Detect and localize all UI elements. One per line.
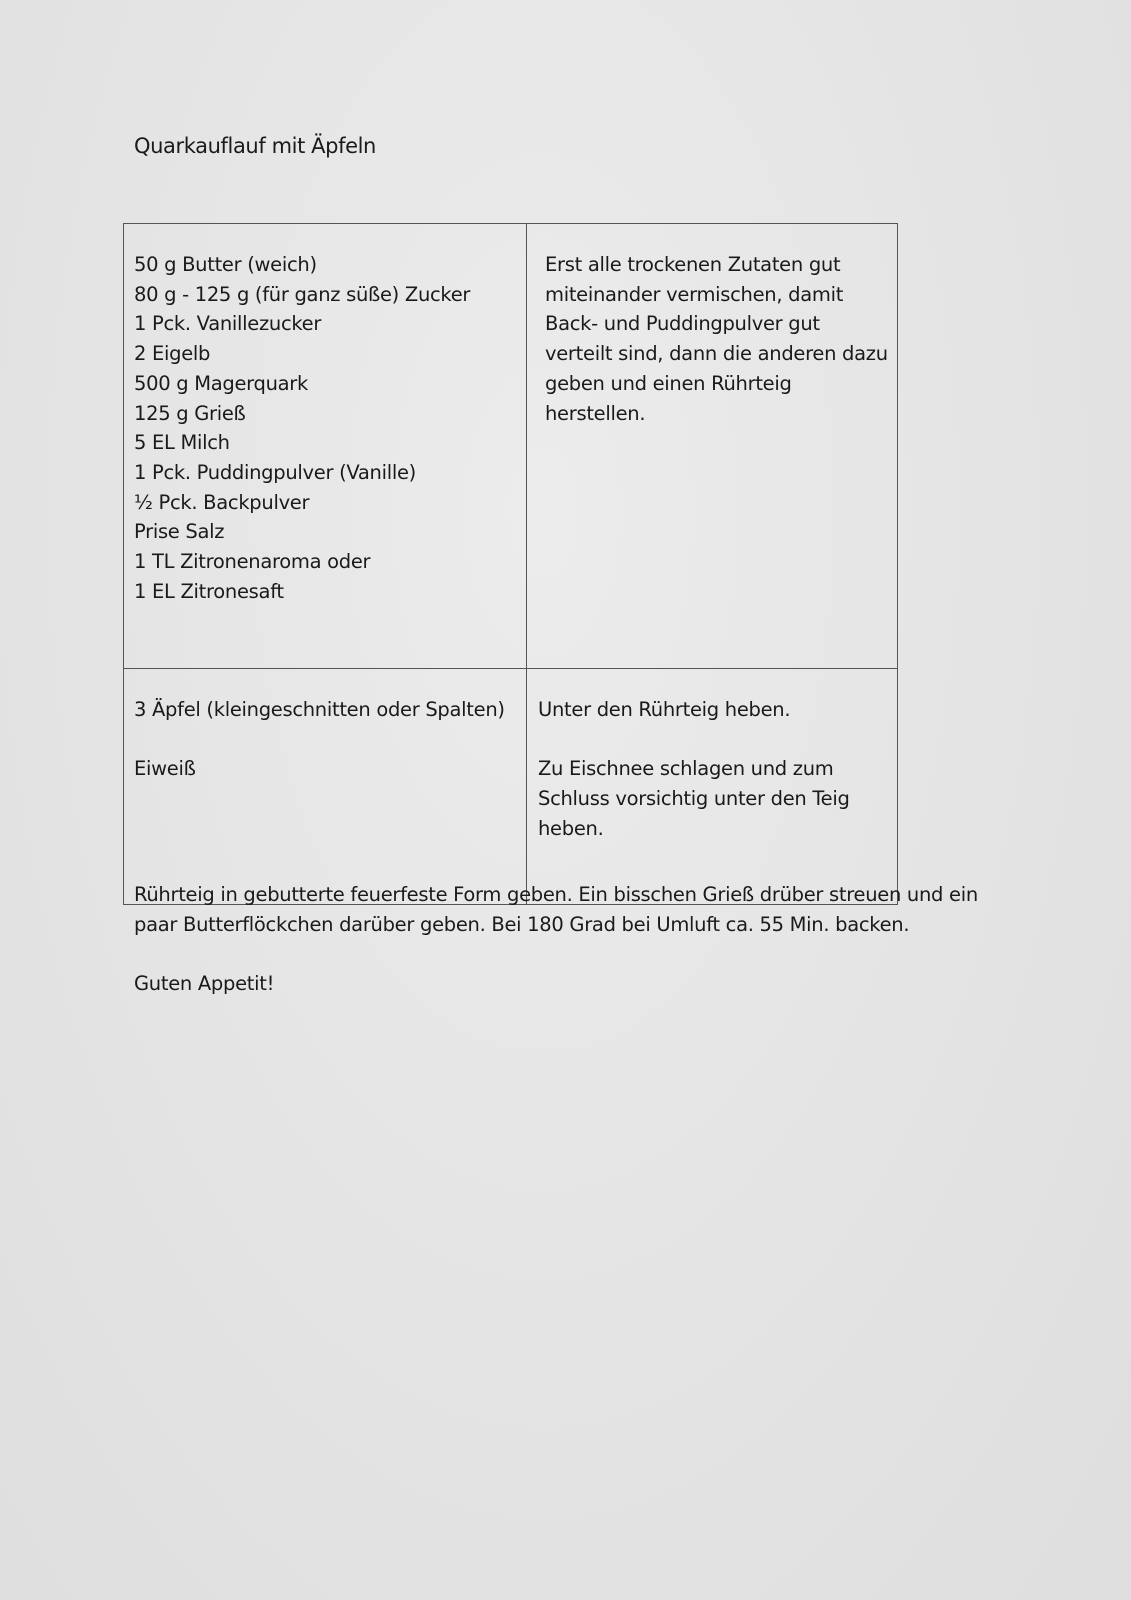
instruction-line: Erst alle trockenen Zutaten gut xyxy=(545,253,841,276)
line-gap xyxy=(538,725,897,755)
ingredient-line: 1 Pck. Vanillezucker xyxy=(134,312,322,336)
instruction-line: Unter den Rührteig heben. xyxy=(538,698,791,721)
instruction-line: verteilt sind, dann die anderen dazu xyxy=(545,342,888,366)
ingredients-cell xyxy=(124,224,527,669)
line-gap xyxy=(134,725,526,755)
instructions-cell xyxy=(527,224,898,669)
ingredient-line: 500 g Magerquark xyxy=(134,371,309,395)
instruction-line: geben und einen Rührteig xyxy=(545,371,792,395)
instruction-line: miteinander vermischen, damit xyxy=(545,282,844,306)
instructions-cell xyxy=(527,669,898,905)
preparation-line: Rührteig in gebutterte feuerfeste Form geben. Ein bisschen Grieß drüber streuen und ein xyxy=(134,883,978,906)
ingredient-line: 2 Eigelb xyxy=(134,342,211,366)
instruction-line: Schluss vorsichtig unter den Teig xyxy=(538,787,850,811)
ingredient-line: 5 EL Milch xyxy=(134,431,230,455)
table-row xyxy=(124,669,898,905)
ingredient-line: Eiweiß xyxy=(134,757,196,781)
ingredient-line: Prise Salz xyxy=(134,520,225,544)
recipe-title: Quarkauflauf mit Äpfeln xyxy=(134,134,376,158)
table-row xyxy=(124,224,898,669)
recipe-table xyxy=(123,223,898,905)
ingredient-line: 3 Äpfel (kleingeschnitten oder Spalten) xyxy=(134,698,505,721)
ingredients-cell xyxy=(124,669,527,905)
preparation-line: paar Butterflöckchen darüber geben. Bei 180 Grad bei Umluft ca. 55 Min. backen. xyxy=(134,912,910,936)
instruction-line: Back- und Puddingpulver gut xyxy=(545,312,820,336)
instruction-line: Zu Eischnee schlagen und zum xyxy=(538,757,834,781)
closing-remark: Guten Appetit! xyxy=(134,972,275,996)
instruction-line: heben. xyxy=(538,816,604,840)
instruction-line: herstellen. xyxy=(545,401,646,425)
ingredient-line: 1 Pck. Puddingpulver (Vanille) xyxy=(134,460,416,484)
ingredient-line: ½ Pck. Backpulver xyxy=(134,490,310,514)
ingredient-line: 50 g Butter (weich) xyxy=(134,253,317,276)
ingredient-line: 80 g - 125 g (für ganz süße) Zucker xyxy=(134,282,471,306)
ingredient-line: 1 TL Zitronenaroma oder xyxy=(134,550,371,574)
preparation-notes xyxy=(134,880,994,999)
ingredient-line: 125 g Grieß xyxy=(134,401,246,425)
ingredient-line: 1 EL Zitronesaft xyxy=(134,579,284,603)
